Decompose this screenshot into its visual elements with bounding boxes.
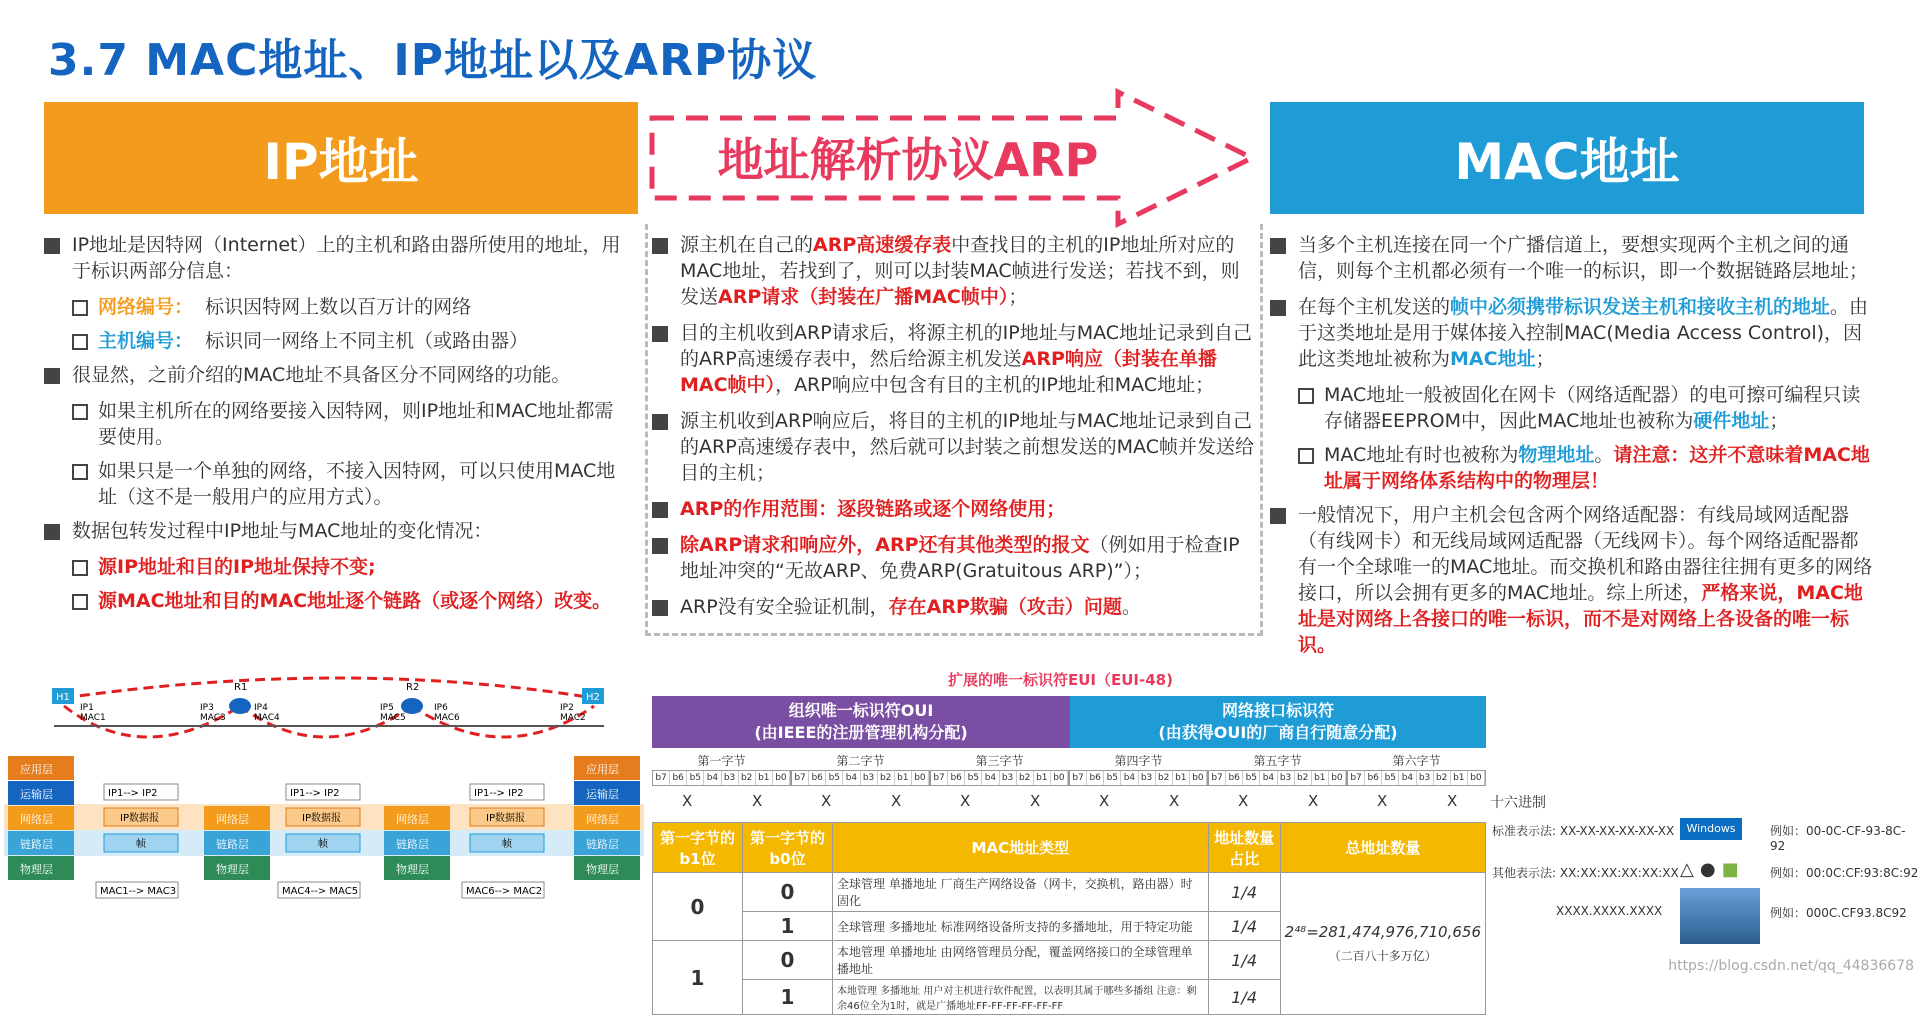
mac-text: MAC地址一般被固化在网卡（网络适配器）的电可擦可编程只读存储器EEPROM中，因此MAC地址也被称为 (1324, 384, 1861, 432)
table-cell: 0 (653, 873, 743, 941)
table-header: MAC地址类型 (833, 823, 1209, 873)
ip-data-label: IP数据报 (120, 813, 159, 824)
bit-cell: b7 (792, 771, 809, 785)
bit-cell: b5 (1104, 771, 1121, 785)
bit-row (1347, 770, 1486, 786)
path-arc-main (64, 678, 594, 698)
bit-cell: b4 (982, 771, 999, 785)
bit-cell: b6 (670, 771, 687, 785)
linux-icon: △ (1680, 858, 1694, 880)
frame-label: 帧 (136, 839, 146, 850)
ip-address-header: IP地址 (44, 102, 638, 214)
host-stack-right (574, 756, 640, 880)
bit-cell: b5 (1243, 771, 1260, 785)
mac-text: 一般情况下，用户主机会包含两个网络适配器：有线局域网适配器（有线网卡）和无线局域网适配器（无线网卡）。每个网络适配器都有一个全球唯一的MAC地址。而交换机和路由器往往拥有更多的网络接口，所以会拥有更多的MAC地址。综上所述， (1298, 504, 1873, 604)
watermark: https://blog.csdn.net/qq_44836678 (1668, 958, 1914, 974)
router-r1-icon (229, 698, 251, 714)
ip-sub-5-text: 源IP地址和目的IP地址保持不变; (98, 556, 376, 578)
layer-label: 应用层 (20, 763, 53, 776)
hex-x: X (1447, 792, 1458, 810)
apple-icon: ● (1699, 858, 1716, 880)
ip-sub-network (44, 294, 632, 320)
other-repr-label: 其他表示法: XX:XX:XX:XX:XX:XX (1492, 866, 1679, 880)
arp-column (652, 232, 1260, 630)
bit-cell: b1 (1034, 771, 1051, 785)
bit-cell: b5 (965, 771, 982, 785)
mac-frame-address: 帧中必须携带标识发送主机和接收主机的地址 (1450, 296, 1831, 318)
android-icon: ■ (1721, 858, 1739, 880)
table-cell: 全球管理 多播地址 标准网络设备所支持的多播地址，用于特定功能 (833, 912, 1209, 941)
byte-label: 第六字节 (1392, 754, 1441, 768)
hex-x: X (1308, 792, 1319, 810)
bit-cell: b2 (878, 771, 895, 785)
table-header: 总地址数量 (1280, 823, 1485, 873)
bit-cell: b1 (1173, 771, 1190, 785)
arp-request: ARP请求（封装在广播MAC帧中） (718, 286, 1009, 308)
ip-sub-3-text: 如果主机所在的网络要接入因特网，则IP地址和MAC地址都需要使用。 (98, 400, 614, 448)
table-header: 第一字节的b0位 (743, 823, 833, 873)
mac-bullet-3 (1270, 502, 1874, 658)
table-cell: 1/4 (1208, 980, 1280, 1015)
bit-cell: b1 (895, 771, 912, 785)
ip-sub-6-text: 源MAC地址和目的MAC地址逐个链路（或逐个网络）改变。 (98, 590, 612, 612)
frame-label: 帧 (318, 839, 328, 850)
byte-label: 第四字节 (1114, 754, 1163, 768)
table-cell: 1/4 (1208, 941, 1280, 980)
table-cell: 本地管理 单播地址 由网络管理员分配，覆盖网络接口的全球管理单播地址 (833, 941, 1209, 980)
ip-column (44, 232, 632, 622)
bit-cell: b5 (1382, 771, 1399, 785)
if-mac4: MAC4 (254, 713, 280, 723)
arp-text: ； (1008, 286, 1028, 308)
os-icons (1680, 856, 1760, 882)
mac-type-table (652, 822, 1486, 1015)
oui-block: 组织唯一标识符OUI (由IEEE的注册管理机构分配) (652, 696, 1070, 748)
bit-cell: b7 (653, 771, 670, 785)
if-ip5: IP5 (380, 703, 394, 713)
hardware-address-term: 硬件地址 (1693, 410, 1770, 432)
bit-cell: b6 (948, 771, 965, 785)
eui-title: 扩展的唯一标识符EUI（EUI-48) (948, 671, 1173, 689)
arp-text: 目的主机收到ARP请求后，将源主机的IP地址与MAC地址记录到自己的ARP高速缓存表中，然后给源主机发送 (680, 322, 1253, 370)
cisco-screenshot-icon (1680, 888, 1760, 944)
ip-bullet-2-text: 很显然，之前介绍的MAC地址不具备区分不同网络的功能。 (72, 364, 571, 386)
byte-label: 第二字节 (836, 754, 885, 768)
mac-text: ； (1535, 348, 1555, 370)
bit-cell: b5 (826, 771, 843, 785)
arp-response: ARP响应（封装在单播MAC帧中） (680, 348, 1217, 396)
total-cell (1280, 873, 1485, 1015)
bit-cell: b3 (1139, 771, 1156, 785)
layer-label: 网络层 (216, 813, 249, 826)
arp-text: ，ARP响应中包含有目的主机的IP地址和MAC地址； (775, 374, 1215, 396)
nic-block: 网络接口标识符 (由获得OUI的厂商自行随意分配) (1070, 696, 1486, 748)
ip-data-label: IP数据报 (486, 813, 525, 824)
bit-row (1069, 770, 1208, 786)
mac-address-term: MAC地址 (1450, 348, 1536, 370)
table-header: 地址数量占比 (1208, 823, 1280, 873)
ip-bullet-3 (44, 518, 632, 544)
layer-label: 链路层 (396, 838, 429, 851)
third-repr-example: 例如：000C.CF93.8C92 (1770, 906, 1907, 920)
hex-x: X (821, 792, 832, 810)
hex-x: X (1099, 792, 1110, 810)
total-cn: （二百八十多万亿） (1328, 949, 1437, 963)
table-cell: 1 (743, 912, 833, 941)
ip-sub-4 (44, 458, 632, 510)
arp-other-types: 除ARP请求和响应外，ARP还有其他类型的报文 (680, 534, 1090, 556)
mac-text: 当多个主机连接在同一个广播信道上，要想实现两个主机之间的通信，则每个主机都必须有一个唯一的标识，即一个数据链路层地址； (1298, 234, 1869, 282)
byte-label: 第三字节 (975, 754, 1024, 768)
byte-label: 第五字节 (1253, 754, 1302, 768)
ip-sub-host (44, 328, 632, 354)
hex-x: X (682, 792, 693, 810)
bit-cell: b3 (1000, 771, 1017, 785)
bit-cell: b2 (1295, 771, 1312, 785)
mac-sub-2 (1270, 442, 1874, 494)
arp-bullet-4 (652, 496, 1258, 522)
layer-label: 网络层 (20, 813, 53, 826)
mac-pair-label: MAC1--> MAC3 (100, 886, 177, 897)
arp-bullet-3 (652, 408, 1258, 486)
bit-cell: b3 (722, 771, 739, 785)
arp-text: 源主机在自己的 (680, 234, 814, 256)
arp-scope: ARP的作用范围：逐段链路或逐个网络使用； (680, 498, 1066, 520)
if-mac5: MAC5 (380, 713, 406, 723)
hex-label: 十六进制 (1490, 795, 1546, 811)
bit-cell: b2 (739, 771, 756, 785)
layer-label: 网络层 (586, 813, 619, 826)
mac-bullet-2 (1270, 294, 1874, 372)
layer-label: 物理层 (216, 863, 249, 876)
bit-cell: b3 (1417, 771, 1434, 785)
frame-label: 帧 (502, 839, 512, 850)
ip-sub-6 (44, 588, 632, 614)
mac-address-header: MAC地址 (1270, 102, 1864, 214)
if-ip3: IP3 (200, 703, 214, 713)
bit-cell: b7 (1348, 771, 1365, 785)
mac-pair-label: MAC4--> MAC5 (282, 886, 359, 897)
ip-bullet-1 (44, 232, 632, 284)
router-stack-r2 (384, 806, 450, 880)
arp-header-label: 地址解析协议ARP (717, 133, 1099, 187)
arp-spoofing: 存在ARP欺骗（攻击）问题 (888, 596, 1122, 618)
layer-label: 链路层 (216, 838, 249, 851)
layer-label: 链路层 (20, 838, 53, 851)
hex-x: X (1030, 792, 1041, 810)
packet-seg-3 (462, 784, 544, 898)
table-header: 第一字节的b1位 (653, 823, 743, 873)
if-mac6: MAC6 (434, 713, 460, 723)
arp-text: （例如用于检查IP地址冲突的“无故ARP、免费ARP(Gratuitous ARP)”）； (680, 534, 1240, 582)
packet-seg-1 (96, 784, 178, 898)
bit-cell: b2 (1156, 771, 1173, 785)
bit-cell: b7 (1070, 771, 1087, 785)
router-r2-icon (401, 698, 423, 714)
host-stack-left (8, 756, 74, 880)
mac-text: 在每个主机发送的 (1298, 296, 1451, 318)
arp-bullet-6 (652, 594, 1258, 620)
table-cell: 1/4 (1208, 873, 1280, 912)
bit-row (930, 770, 1069, 786)
table-cell: 全球管理 单播地址 厂商生产网络设备（网卡，交换机，路由器）时固化 (833, 873, 1209, 912)
bit-cell: b4 (704, 771, 721, 785)
layer-label: 运输层 (586, 788, 619, 801)
hex-x: X (1238, 792, 1249, 810)
bit-row (1208, 770, 1347, 786)
std-repr-example: 例如：00-0C-CF-93-8C-92 (1770, 824, 1906, 853)
layer-label: 链路层 (586, 838, 619, 851)
table-cell: 1 (743, 980, 833, 1015)
ip-pkt-label: IP1--> IP2 (474, 788, 524, 799)
other-repr-example: 例如：00:0C:CF:93:8C:92 (1770, 866, 1919, 880)
bit-cell: b0 (912, 771, 929, 785)
bit-cell: b0 (1329, 771, 1346, 785)
if-ip6: IP6 (434, 703, 448, 713)
hex-x: X (1169, 792, 1180, 810)
router-stack-r1 (204, 806, 270, 880)
bit-cell: b4 (843, 771, 860, 785)
bit-row (791, 770, 930, 786)
mac-text: ； (1769, 410, 1789, 432)
arp-text: 中查找目的主机的IP地址所对应的MAC地址，若找到了，则可以封装MAC帧进行发送；若找不到，则发送 (680, 234, 1240, 308)
bit-cell: b4 (1260, 771, 1277, 785)
ip-bullet-3-text: 数据包转发过程中IP地址与MAC地址的变化情况： (72, 520, 493, 542)
bit-cell: b6 (1365, 771, 1382, 785)
hex-x: X (752, 792, 763, 810)
if-ip2: IP2 (560, 703, 574, 713)
arp-text: ARP没有安全验证机制， (680, 596, 889, 618)
r2-label: R2 (406, 682, 420, 693)
bit-cell: b7 (1209, 771, 1226, 785)
network-number-label: 网络编号： (98, 296, 194, 318)
table-cell: 1 (653, 941, 743, 1015)
byte-label: 第一字节 (697, 754, 746, 768)
ip-pkt-label: IP1--> IP2 (290, 788, 340, 799)
table-cell: 本地管理 多播地址 用户对主机进行软件配置，以表明其属于哪些多播组 注意：剩余46位全为1时，就是广播地址FF-FF-FF-FF-FF-FF (833, 980, 1209, 1015)
layer-label: 物理层 (396, 863, 429, 876)
bit-cell: b6 (1087, 771, 1104, 785)
bit-cell: b0 (773, 771, 790, 785)
if-ip4: IP4 (254, 703, 268, 713)
bit-cell: b2 (1017, 771, 1034, 785)
table-cell: 1/4 (1208, 912, 1280, 941)
bit-cell: b4 (1121, 771, 1138, 785)
bit-cell: b0 (1051, 771, 1068, 785)
mac-text: 。由于这类地址是用于媒体接入控制MAC(Media Access Control)，因此这类地址被称为 (1298, 296, 1869, 370)
table-header-row (653, 823, 1486, 873)
if-mac1: MAC1 (80, 713, 106, 723)
host-number-text: 标识同一网络上不同主机（或路由器） (205, 330, 529, 352)
third-repr-label: XXXX.XXXX.XXXX (1556, 904, 1663, 918)
ip-data-label: IP数据报 (302, 813, 341, 824)
bit-cell: b1 (1451, 771, 1468, 785)
mac-text: 。 (1594, 444, 1614, 466)
layer-label: 网络层 (396, 813, 429, 826)
bit-row (652, 770, 791, 786)
bit-cell: b2 (1434, 771, 1451, 785)
mac-conclusion: 严格来说，MAC地址是对网络上各接口的唯一标识，而不是对网络上各设备的唯一标识。 (1298, 582, 1863, 656)
mac-pair-label: MAC6--> MAC2 (466, 886, 543, 897)
windows-icon: Windows (1680, 818, 1742, 840)
bit-cell: b1 (1312, 771, 1329, 785)
bit-cell: b3 (861, 771, 878, 785)
hex-x: X (1377, 792, 1388, 810)
arp-header (648, 88, 1258, 228)
bit-cell: b3 (1278, 771, 1295, 785)
bit-cell: b5 (687, 771, 704, 785)
std-repr-label: 标准表示法: XX-XX-XX-XX-XX-XX (1492, 824, 1675, 838)
hex-x: X (960, 792, 971, 810)
packet-seg-2 (278, 784, 360, 898)
mac-column (1270, 232, 1874, 668)
ip-bullet-2 (44, 362, 632, 388)
hex-x: X (891, 792, 902, 810)
table-cell: 0 (743, 873, 833, 912)
ip-sub-3 (44, 398, 632, 450)
mac-text: MAC地址有时也被称为 (1324, 444, 1519, 466)
bit-cell: b1 (756, 771, 773, 785)
physical-address-term: 物理地址 (1518, 444, 1595, 466)
bit-cell: b0 (1468, 771, 1485, 785)
bit-cell: b4 (1399, 771, 1416, 785)
host-number-label: 主机编号： (98, 330, 194, 352)
table-row (653, 873, 1486, 912)
mac-sub-1 (1270, 382, 1874, 434)
mac-note: 请注意：这并不意味着MAC地址属于网络体系结构中的物理层！ (1324, 444, 1870, 492)
ip-pkt-label: IP1--> IP2 (108, 788, 158, 799)
h1-label: H1 (56, 692, 70, 703)
total-value: 2⁴⁸=281,474,976,710,656 (1284, 923, 1481, 941)
page-title: 3.7 MAC地址、IP地址以及ARP协议 (48, 35, 818, 86)
if-mac3: MAC3 (200, 713, 226, 723)
arp-text: 源主机收到ARP响应后，将目的主机的IP地址与MAC地址记录到自己的ARP高速缓存表中，然后就可以封装之前想发送的MAC帧并发送给目的主机； (680, 410, 1254, 484)
layer-label: 物理层 (586, 863, 619, 876)
bit-cell: b0 (1190, 771, 1207, 785)
h2-label: H2 (586, 692, 600, 703)
arp-bullet-1 (652, 232, 1258, 310)
ip-bullet-1-text: IP地址是因特网（Internet）上的主机和路由器所使用的地址，用于标识两部分信息： (72, 234, 621, 282)
arp-text: 。 (1121, 596, 1141, 618)
r1-label: R1 (234, 682, 248, 693)
arp-bullet-2 (652, 320, 1258, 398)
if-mac2: MAC2 (560, 713, 586, 723)
layer-label: 应用层 (586, 763, 619, 776)
arp-bullet-5 (652, 532, 1258, 584)
layer-label: 物理层 (20, 863, 53, 876)
layer-label: 运输层 (20, 788, 53, 801)
ip-sub-5 (44, 554, 632, 580)
bit-cell: b7 (931, 771, 948, 785)
bit-cell: b6 (1226, 771, 1243, 785)
arp-cache-table: ARP高速缓存表 (813, 234, 952, 256)
network-number-text: 标识因特网上数以百万计的网络 (205, 296, 472, 318)
network-diagram (4, 668, 644, 908)
table-cell: 0 (743, 941, 833, 980)
if-ip1: IP1 (80, 703, 94, 713)
bit-cell: b6 (809, 771, 826, 785)
ip-sub-4-text: 如果只是一个单独的网络，不接入因特网，可以只使用MAC地址（这不是一般用户的应用方式）。 (98, 460, 616, 508)
mac-bullet-1 (1270, 232, 1874, 284)
